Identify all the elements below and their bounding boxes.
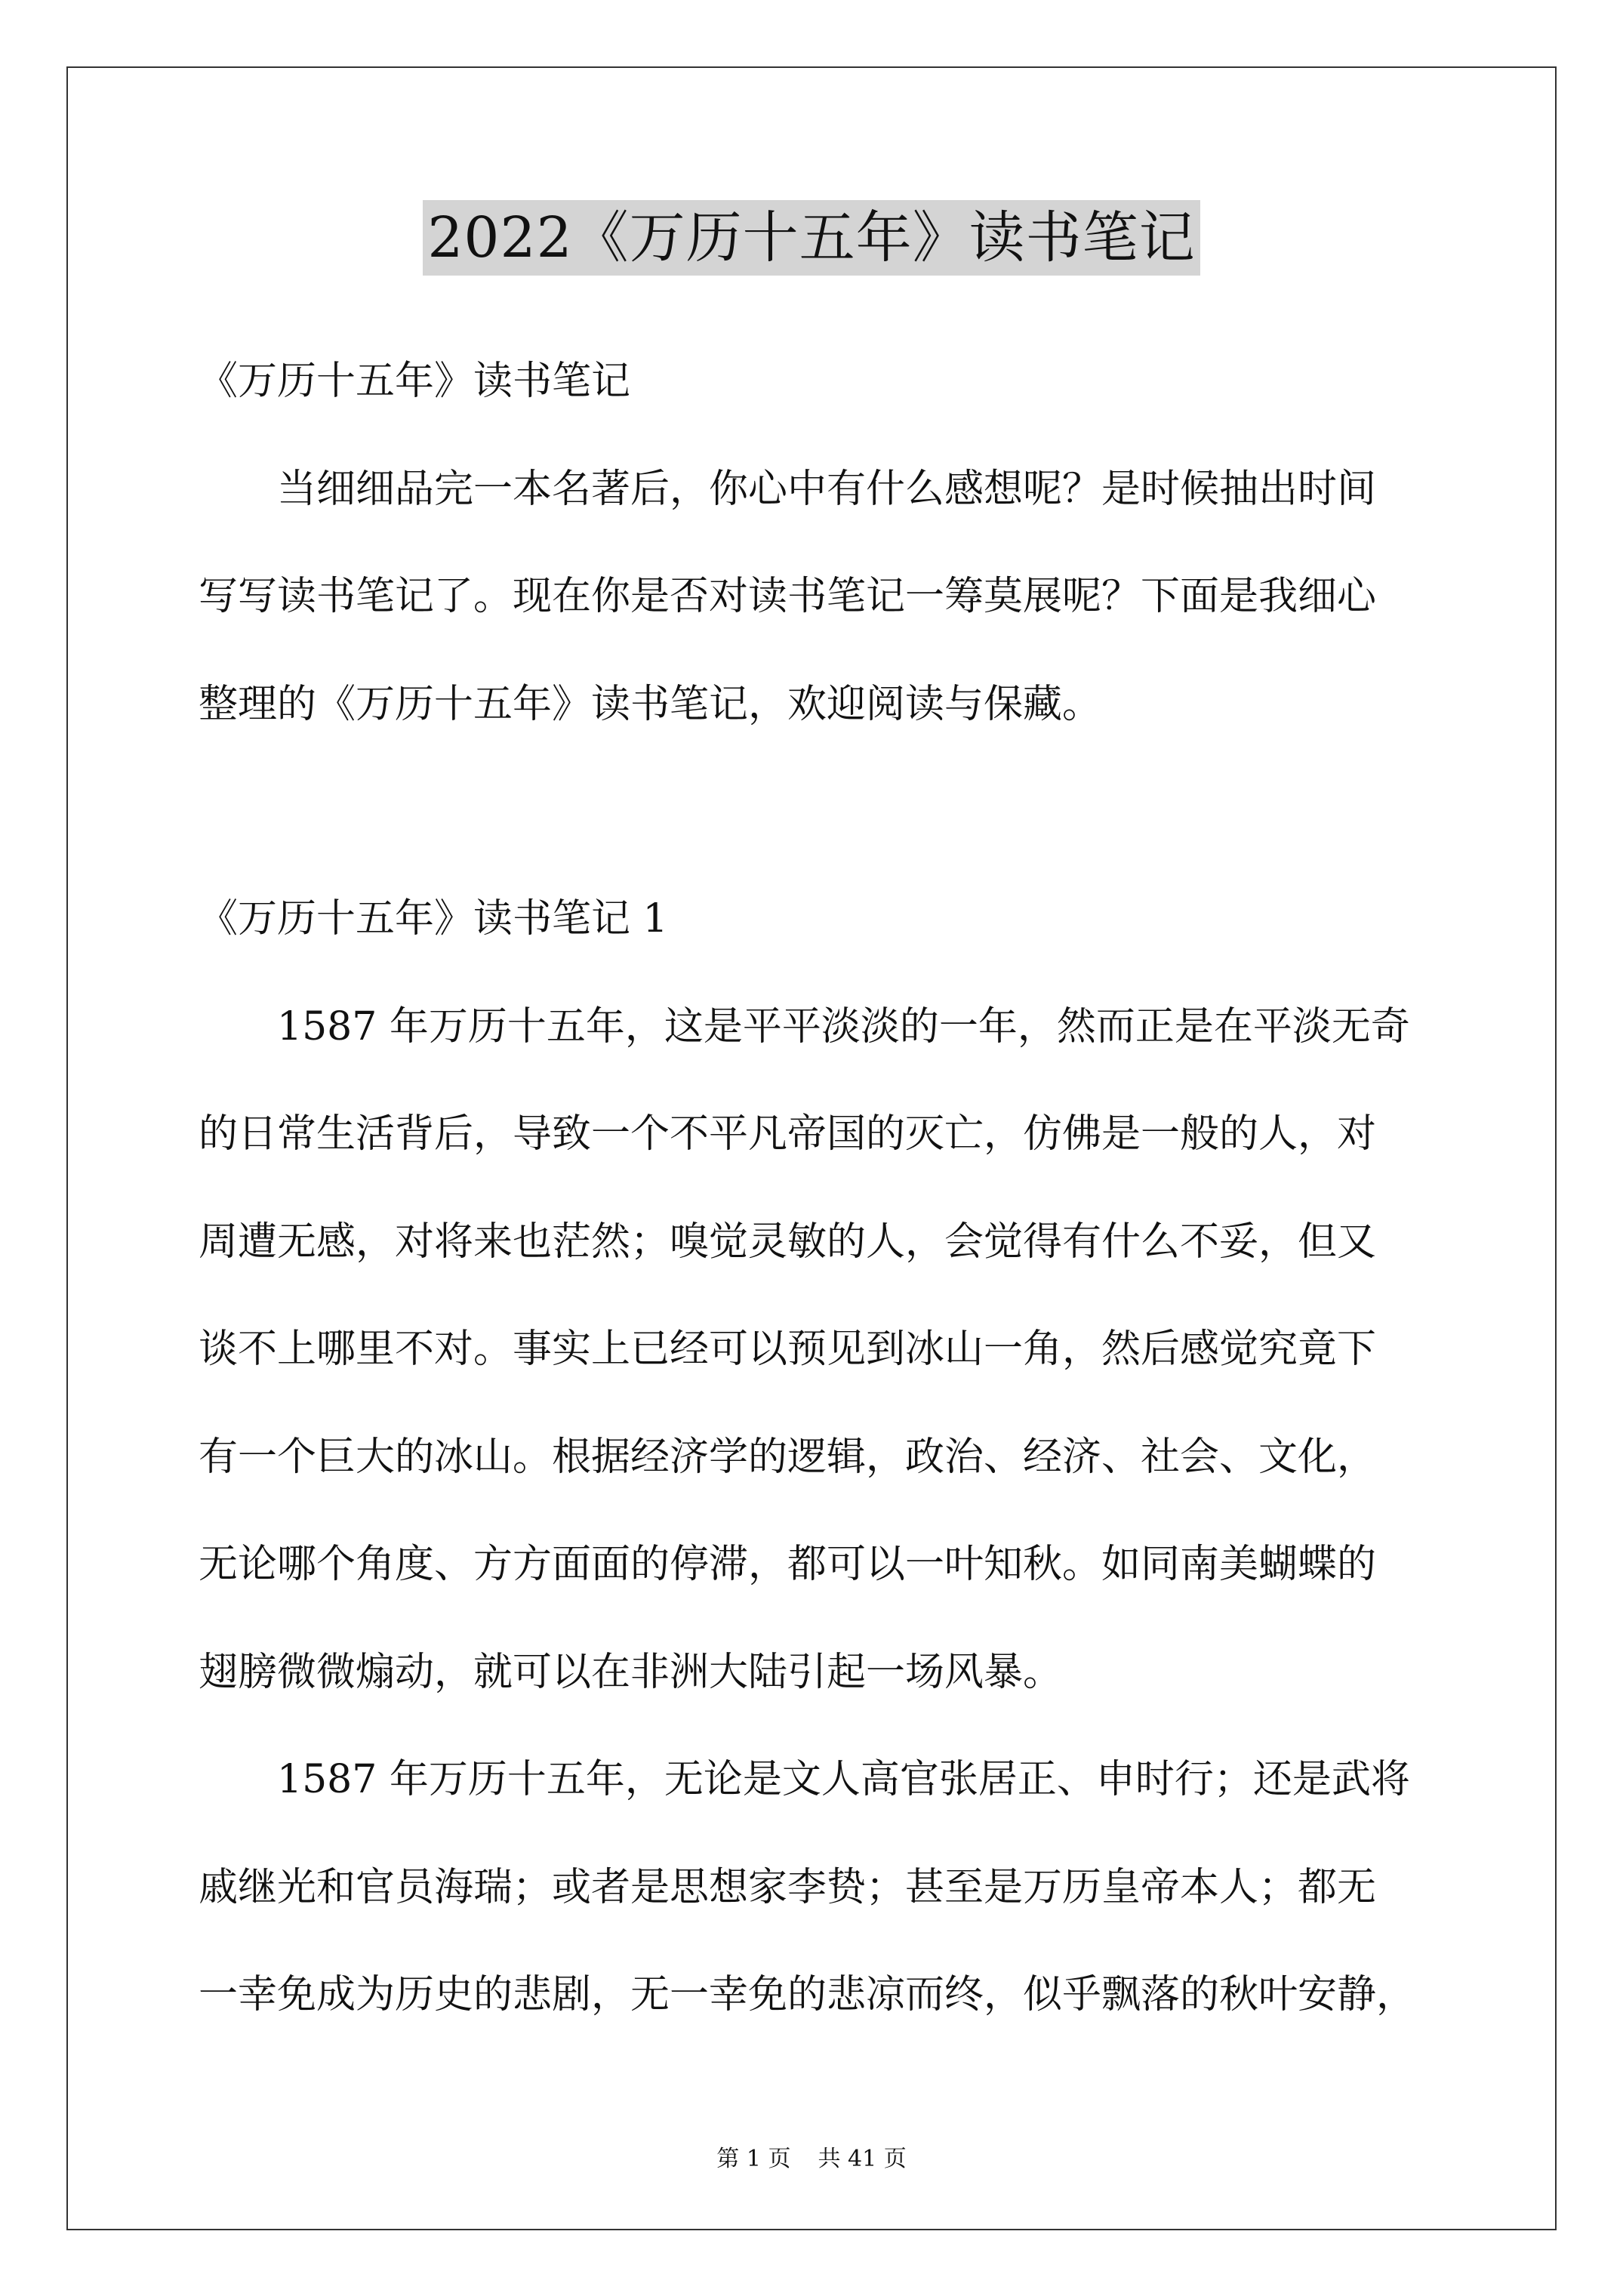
paragraph-line: 一幸免成为历史的悲剧，无一幸免的悲凉而终，似乎飘落的秋叶安静， [199,1972,1416,2017]
intro-line: 整理的《万历十五年》读书笔记，欢迎阅读与保藏。 [199,682,1102,727]
document-title: 2022《万历十五年》读书笔记 [423,200,1200,276]
paragraph-line: 无论哪个角度、方方面面的停滞，都可以一叶知秋。如同南美蝴蝶的 [199,1542,1377,1587]
paragraph-line: 谈不上哪里不对。事实上已经可以预见到冰山一角，然后感觉究竟下 [199,1327,1377,1372]
page-total: 共 41 页 [818,2146,907,2172]
page-number: 第 1 页 [716,2146,791,2172]
paragraph-line: 周遭无感，对将来也茫然；嗅觉灵敏的人，会觉得有什么不妥，但又 [199,1219,1377,1265]
intro-line: 当细细品完一本名著后，你心中有什么感想呢？是时候抽出时间 [277,467,1377,512]
document-subtitle: 《万历十五年》读书笔记 [199,359,631,404]
intro-line: 写写读书笔记了。现在你是否对读书笔记一筹莫展呢？下面是我细心 [199,574,1377,619]
paragraph-line: 1587 年万历十五年，这是平平淡淡的一年，然而正是在平淡无奇 [277,1004,1410,1049]
paragraph-line: 翅膀微微煽动，就可以在非洲大陆引起一场风暴。 [199,1650,1063,1695]
paragraph-line: 戚继光和官员海瑞；或者是思想家李贽；甚至是万历皇帝本人；都无 [199,1865,1377,1910]
section-heading: 《万历十五年》读书笔记 1 [199,896,668,942]
paragraph-line: 1587 年万历十五年，无论是文人高官张居正、申时行；还是武将 [277,1757,1410,1802]
paragraph-line: 的日常生活背后，导致一个不平凡帝国的灭亡，仿佛是一般的人，对 [199,1111,1377,1157]
title-container [0,200,1623,276]
paragraph-line: 有一个巨大的冰山。根据经济学的逻辑，政治、经济、社会、文化， [199,1435,1377,1480]
page-footer [0,2144,1623,2174]
